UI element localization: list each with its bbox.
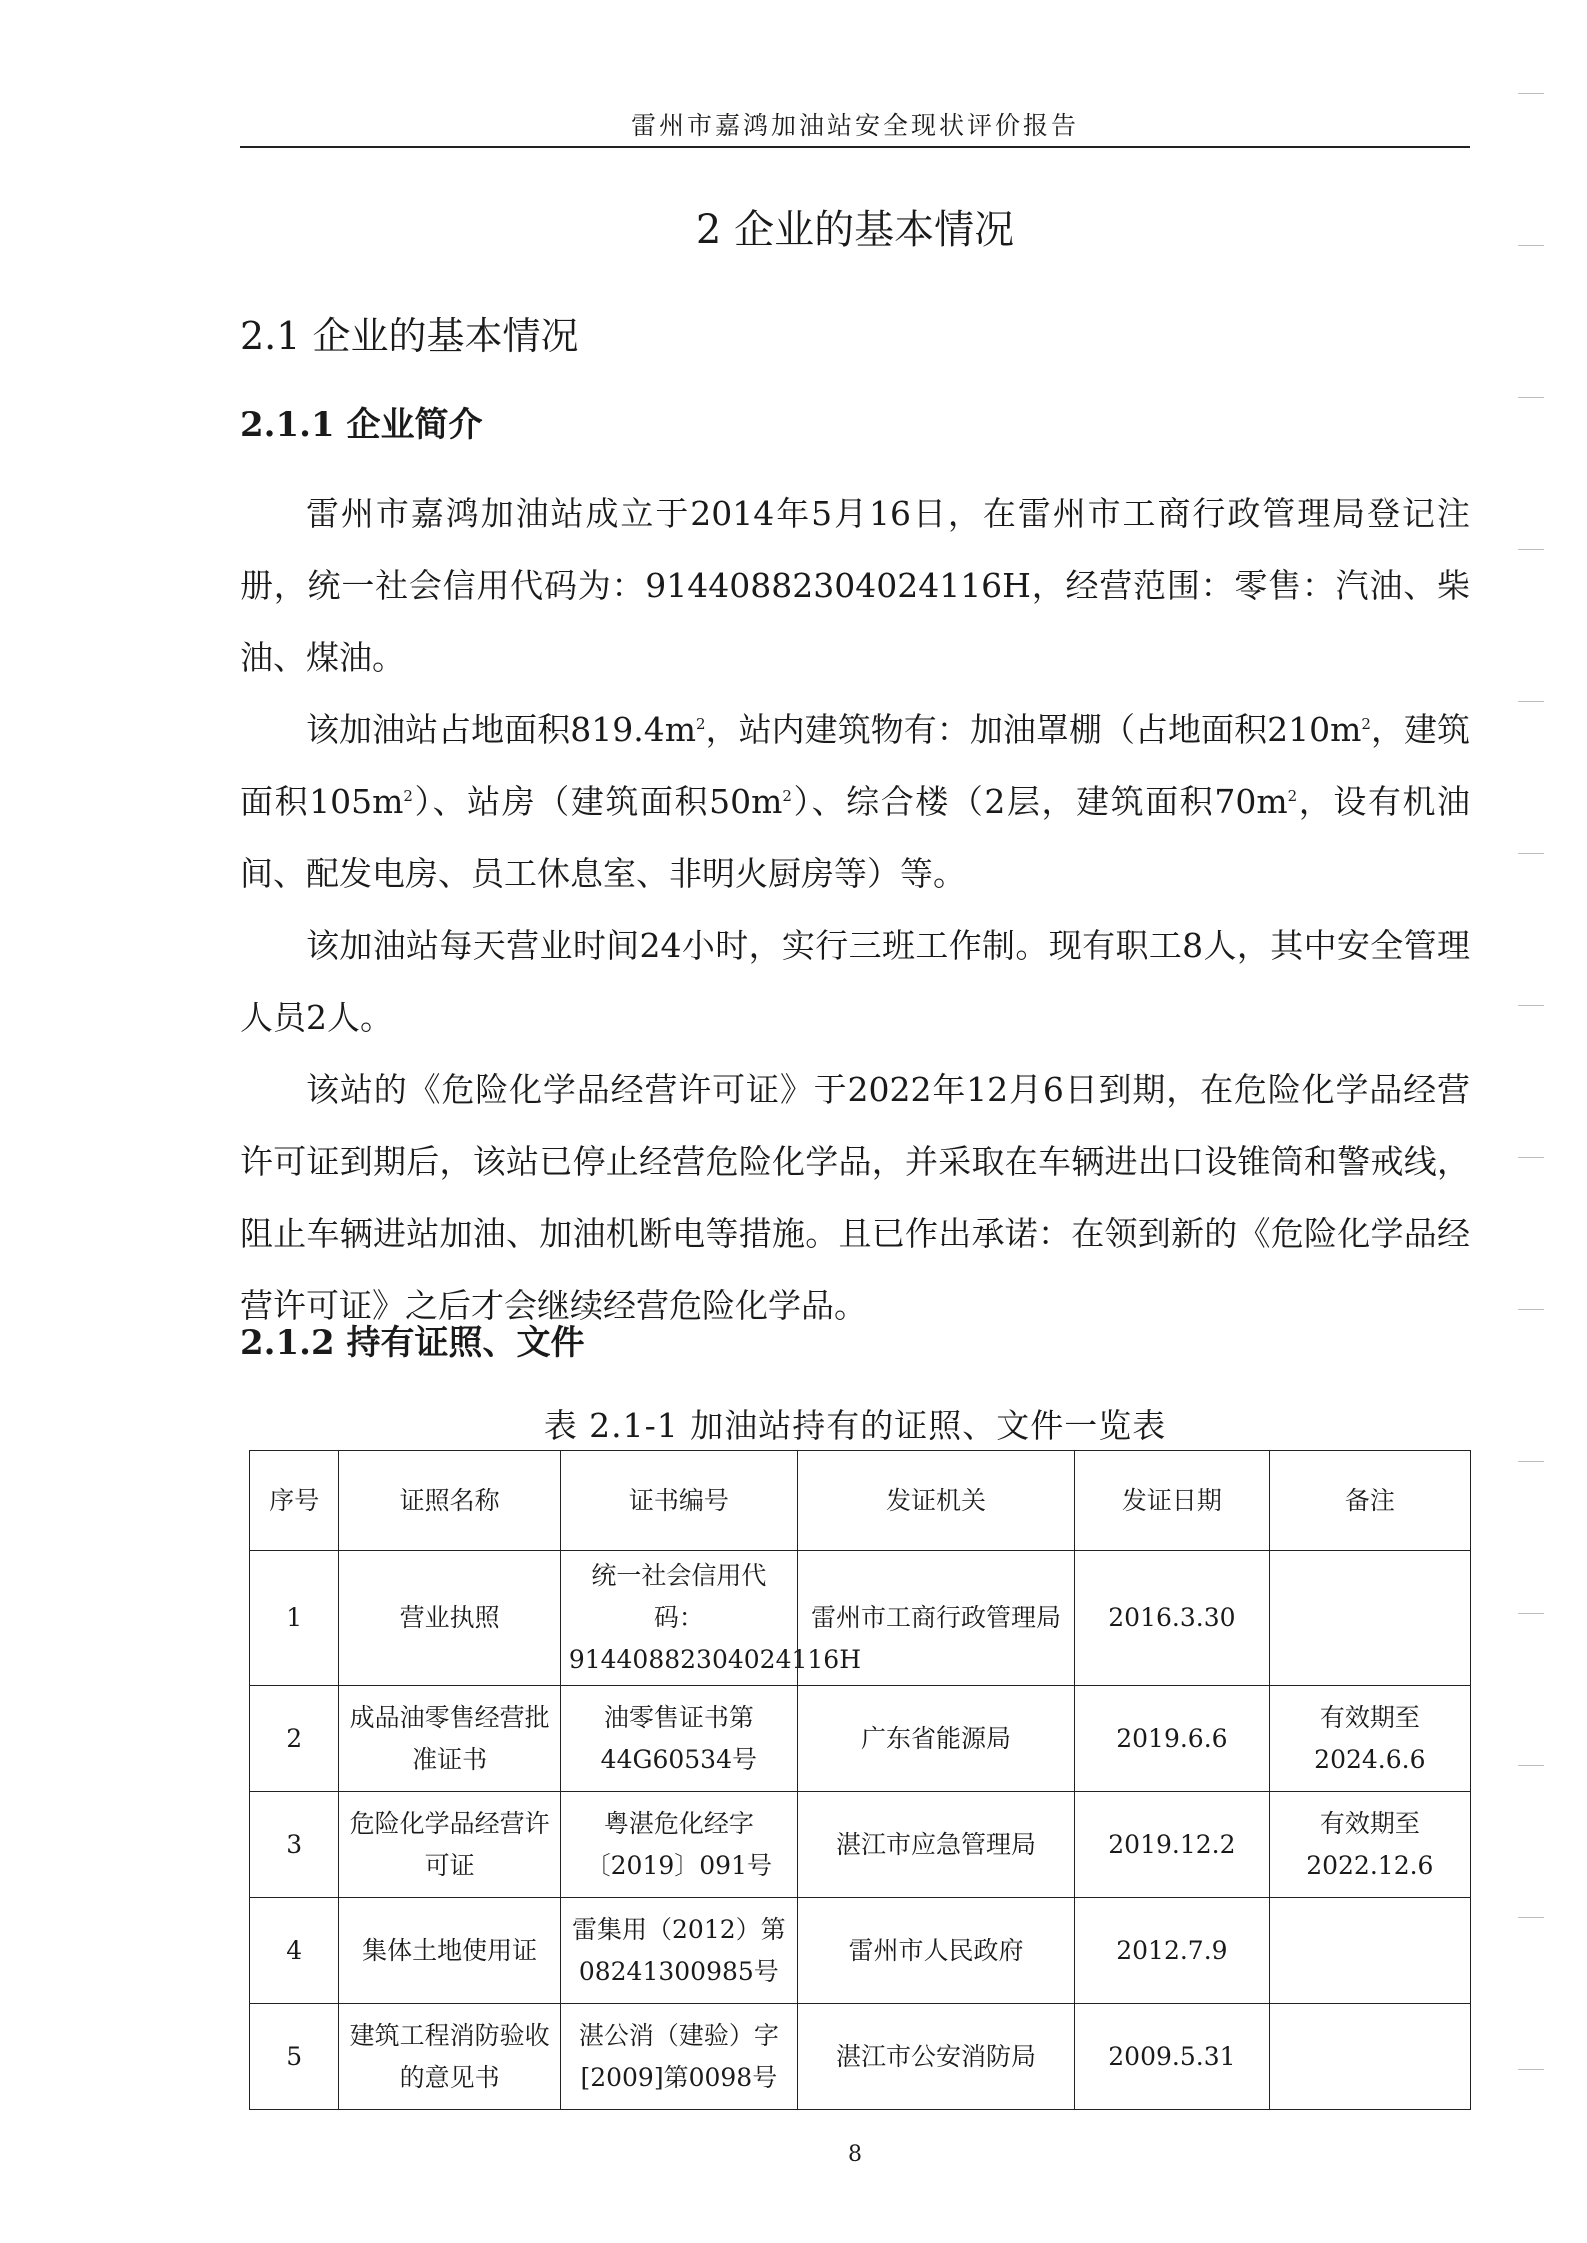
body-text: [240, 478, 1470, 1342]
cell-certificate-name: 建筑工程消防验收的意见书: [339, 2004, 560, 2110]
cell-issuing-authority: 湛江市应急管理局: [797, 1792, 1074, 1898]
table-caption: 表 2.1-1 加油站持有的证照、文件一览表: [543, 1406, 1167, 1445]
scan-edge-mark: [1518, 1613, 1544, 1614]
cell-index: 2: [250, 1686, 339, 1792]
header-rule: [240, 146, 1470, 148]
scan-edge-mark: [1518, 2069, 1544, 2070]
table-row: [250, 1792, 1471, 1898]
text-run: ）、综合楼（2层，建筑面积70m: [791, 782, 1288, 821]
paragraph-site-area: [240, 694, 1470, 910]
cell-issue-date: 2019.12.2: [1075, 1792, 1270, 1898]
superscript: 2: [696, 715, 706, 733]
header-cell: 发证机关: [797, 1451, 1074, 1551]
scan-edge-mark: [1518, 1157, 1544, 1158]
scan-edge-mark: [1518, 93, 1544, 94]
cell-index: 1: [250, 1551, 339, 1686]
paragraph-permit-status: 该站的《危险化学品经营许可证》于2022年12月6日到期，在危险化学品经营许可证到期后，该站已停止经营危险化学品，并采取在车辆进出口设锥筒和警戒线，阻止车辆进站加油、加油机断电等措施。且已作出承诺：在领到新的《危险化学品经营许可证》之后才会继续经营危险化学品。: [240, 1070, 1470, 1325]
superscript: 2: [403, 787, 413, 805]
paragraph-staffing: 该加油站每天营业时间24小时，实行三班工作制。现有职工8人，其中安全管理人员2人。: [240, 926, 1470, 1037]
superscript: 2: [782, 787, 792, 805]
cell-issue-date: 2016.3.30: [1075, 1551, 1270, 1686]
cell-remarks: 有效期至2022.12.6: [1269, 1792, 1470, 1898]
cell-issue-date: 2019.6.6: [1075, 1686, 1270, 1792]
running-header: 雷州市嘉鸿加油站安全现状评价报告: [630, 111, 1079, 140]
header-cell: 序号: [250, 1451, 339, 1551]
text-run: ，设有机油间、配发电房、员工休息室、非明火厨房等）等。: [240, 782, 1471, 893]
cell-certificate-number: 油零售证书第44G60534号: [560, 1686, 797, 1792]
scan-edge-mark: [1518, 549, 1544, 550]
table-row: [250, 1551, 1471, 1686]
table-row: [250, 1686, 1471, 1792]
cell-certificate-number: 湛公消（建验）字[2009]第0098号: [560, 2004, 797, 2110]
scan-edge-mark: [1518, 853, 1544, 854]
scan-edge-mark: [1518, 397, 1544, 398]
cell-issuing-authority: 湛江市公安消防局: [797, 2004, 1074, 2110]
header-cell: 证照名称: [339, 1451, 560, 1551]
cell-certificate-name: 营业执照: [339, 1551, 560, 1686]
table-row: [250, 1898, 1471, 2004]
cell-remarks: 有效期至2024.6.6: [1269, 1686, 1470, 1792]
scan-edge-mark: [1518, 1461, 1544, 1462]
cell-certificate-number: 粤湛危化经字〔2019〕091号: [560, 1792, 797, 1898]
subsection-title-certificates: 2.1.2 持有证照、文件: [240, 1323, 585, 1363]
superscript: 2: [1361, 715, 1371, 733]
text-run: 该加油站占地面积819.4m: [306, 710, 697, 749]
cell-remarks: [1269, 1898, 1470, 2004]
cell-issuing-authority: 广东省能源局: [797, 1686, 1074, 1792]
cell-issuing-authority: 雷州市工商行政管理局: [797, 1551, 1074, 1686]
cell-certificate-name: 集体土地使用证: [339, 1898, 560, 2004]
cell-remarks: [1269, 2004, 1470, 2110]
scan-edge-mark: [1518, 701, 1544, 702]
scan-edge-mark: [1518, 1765, 1544, 1766]
cell-index: 5: [250, 2004, 339, 2110]
scan-edge-mark: [1518, 1005, 1544, 1006]
scan-edge-mark: [1518, 245, 1544, 246]
section-title: 2.1 企业的基本情况: [240, 314, 579, 358]
cell-issue-date: 2009.5.31: [1075, 2004, 1270, 2110]
cell-issue-date: 2012.7.9: [1075, 1898, 1270, 2004]
scan-edge-mark: [1518, 1917, 1544, 1918]
subsection-title-company-profile: 2.1.1 企业简介: [240, 405, 483, 445]
text-run: ）、站房（建筑面积50m: [412, 782, 783, 821]
cell-certificate-name: 危险化学品经营许可证: [339, 1792, 560, 1898]
cell-remarks: [1269, 1551, 1470, 1686]
cell-certificate-name: 成品油零售经营批准证书: [339, 1686, 560, 1792]
table-header-row: [250, 1451, 1471, 1551]
cell-certificate-number: 雷集用（2012）第08241300985号: [560, 1898, 797, 2004]
cell-certificate-number: 统一社会信用代码：91440882304024116H: [560, 1551, 797, 1686]
cell-index: 4: [250, 1898, 339, 2004]
chapter-title: 2 企业的基本情况: [695, 207, 1015, 253]
table-row: [250, 2004, 1471, 2110]
text-run: ，建筑面积105m: [240, 710, 1471, 821]
header-cell: 备注: [1269, 1451, 1470, 1551]
page-number: 8: [848, 2142, 862, 2167]
paragraph-establishment: 雷州市嘉鸿加油站成立于2014年5月16日，在雷州市工商行政管理局登记注册，统一社会信用代码为：91440882304024116H，经营范围：零售：汽油、柴油、煤油。: [240, 494, 1470, 677]
superscript: 2: [1287, 787, 1298, 805]
scan-edge-mark: [1518, 1309, 1544, 1310]
certificates-table: [249, 1450, 1471, 2110]
text-run: ，站内建筑物有：加油罩棚（占地面积210m: [705, 710, 1362, 749]
header-cell: 发证日期: [1075, 1451, 1270, 1551]
cell-issuing-authority: 雷州市人民政府: [797, 1898, 1074, 2004]
header-cell: 证书编号: [560, 1451, 797, 1551]
cell-index: 3: [250, 1792, 339, 1898]
